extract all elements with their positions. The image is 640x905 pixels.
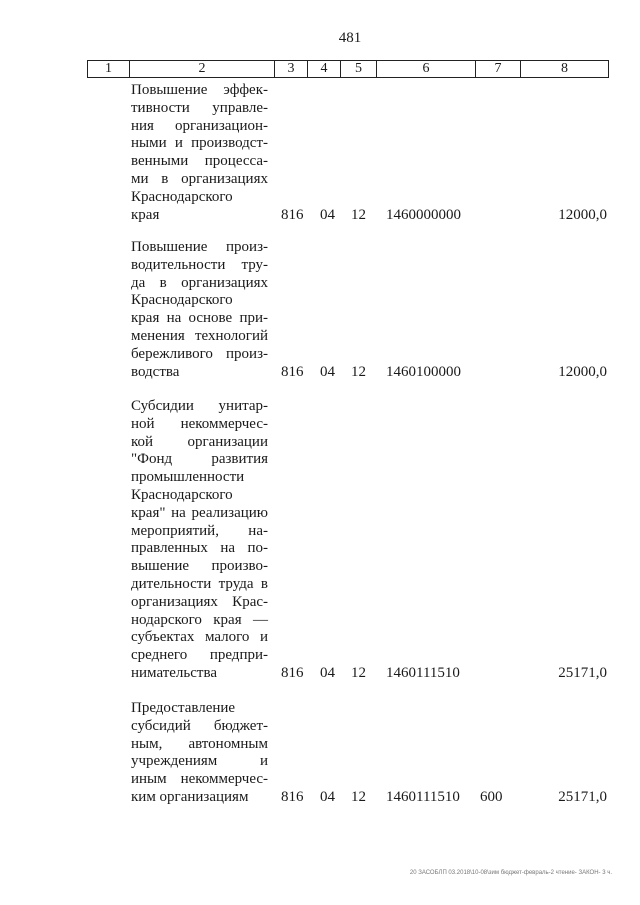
cell-col3: 816	[281, 363, 304, 380]
cell-col5: 12	[351, 665, 366, 681]
row-name-line: водительности тру-	[131, 256, 268, 273]
row-name-line: менения технологий	[131, 327, 268, 344]
cell-col7: 600	[480, 789, 503, 805]
row-name-line: бережливого произ-	[131, 345, 268, 362]
row-name-line: организациях Крас-	[131, 593, 268, 610]
row-name-line: Предоставление	[131, 700, 236, 716]
row-name-line: ным, автономным	[131, 735, 268, 752]
row-name-line: Повышение произ-	[131, 239, 268, 255]
row-name-line: иным некоммерчес-	[131, 771, 268, 788]
row-name-line: Краснодарского	[131, 188, 233, 205]
table-header	[87, 60, 609, 78]
header-col-7: 7	[476, 61, 521, 77]
row-name-line: венными процесса-	[131, 153, 268, 170]
header-col-6: 6	[377, 61, 476, 77]
row-name-line: промышленности	[131, 469, 245, 486]
row-name-line: Повышение эффек-	[131, 82, 268, 98]
cell-col6: 1460000000	[386, 206, 461, 223]
row-name-line: ния организацион-	[131, 117, 268, 134]
row-name-line: да в организациях	[131, 274, 268, 291]
row-name-line: правленных на по-	[131, 540, 268, 557]
cell-col4: 04	[320, 665, 335, 681]
cell-col8: 12000,0	[558, 363, 607, 380]
cell-col8: 25171,0	[558, 789, 607, 805]
row-name-line: края	[131, 206, 160, 223]
cell-col5: 12	[351, 363, 366, 380]
row-name-line: субсидий бюджет-	[131, 717, 268, 734]
page-number: 481	[338, 30, 362, 46]
cell-col6: 1460100000	[386, 363, 461, 380]
header-col-1: 1	[88, 61, 130, 77]
row-name-line: вышение произво-	[131, 558, 268, 575]
row-name-line: ными и производст-	[131, 135, 268, 152]
row-name-line: ким организациям	[131, 788, 249, 805]
row-name-line: "Фонд развития	[131, 451, 268, 468]
cell-col3: 816	[281, 789, 304, 805]
header-col-5: 5	[341, 61, 377, 77]
cell-col5: 12	[351, 789, 366, 805]
cell-col8: 12000,0	[558, 206, 607, 223]
row-name	[131, 239, 268, 381]
cell-col3: 816	[281, 665, 304, 681]
row-name-line: Краснодарского	[131, 486, 233, 503]
row-name-line: кой организации	[131, 433, 268, 450]
row-name-line: Субсидии унитар-	[131, 398, 268, 414]
row-name-line: ми в организациях	[131, 170, 268, 187]
row-name-line: водства	[131, 363, 180, 380]
cell-col6: 1460111510	[386, 665, 460, 681]
row-name-line: нимательства	[131, 664, 218, 681]
row-name-line: нодарского края —	[131, 611, 268, 628]
cell-col4: 04	[320, 363, 335, 380]
cell-col8: 25171,0	[558, 665, 607, 681]
row-name-line: тивности управле-	[131, 99, 268, 116]
cell-col3: 816	[281, 206, 304, 223]
header-col-4: 4	[308, 61, 341, 77]
row-name-line: субъектах малого и	[131, 629, 268, 646]
header-col-8: 8	[561, 61, 568, 76]
row-name-line: учреждениям и	[131, 753, 268, 770]
row-name-line: края на основе при-	[131, 310, 268, 327]
cell-col6: 1460111510	[386, 789, 460, 805]
row-name-line: Краснодарского	[131, 292, 233, 309]
row-name	[131, 398, 268, 683]
row-name-line: ной некоммерчес-	[131, 415, 268, 432]
row-name	[131, 700, 268, 807]
cell-col4: 04	[320, 206, 335, 223]
footer-path: 20 ЗАСОБЛП 03.2018\10-08\зим бюджет-февраль-2 чтение- ЗАКОН- 3 ч.	[409, 870, 612, 876]
header-col-2: 2	[130, 61, 275, 77]
row-name-line: края" на реализацию	[131, 504, 268, 521]
row-name	[131, 82, 268, 224]
row-name-line: среднего предпри-	[131, 647, 268, 664]
cell-col5: 12	[351, 206, 366, 223]
row-name-line: мероприятий, на-	[131, 522, 268, 539]
header-col-3: 3	[275, 61, 308, 77]
cell-col4: 04	[320, 789, 335, 805]
row-name-line: дительности труда в	[131, 575, 268, 592]
